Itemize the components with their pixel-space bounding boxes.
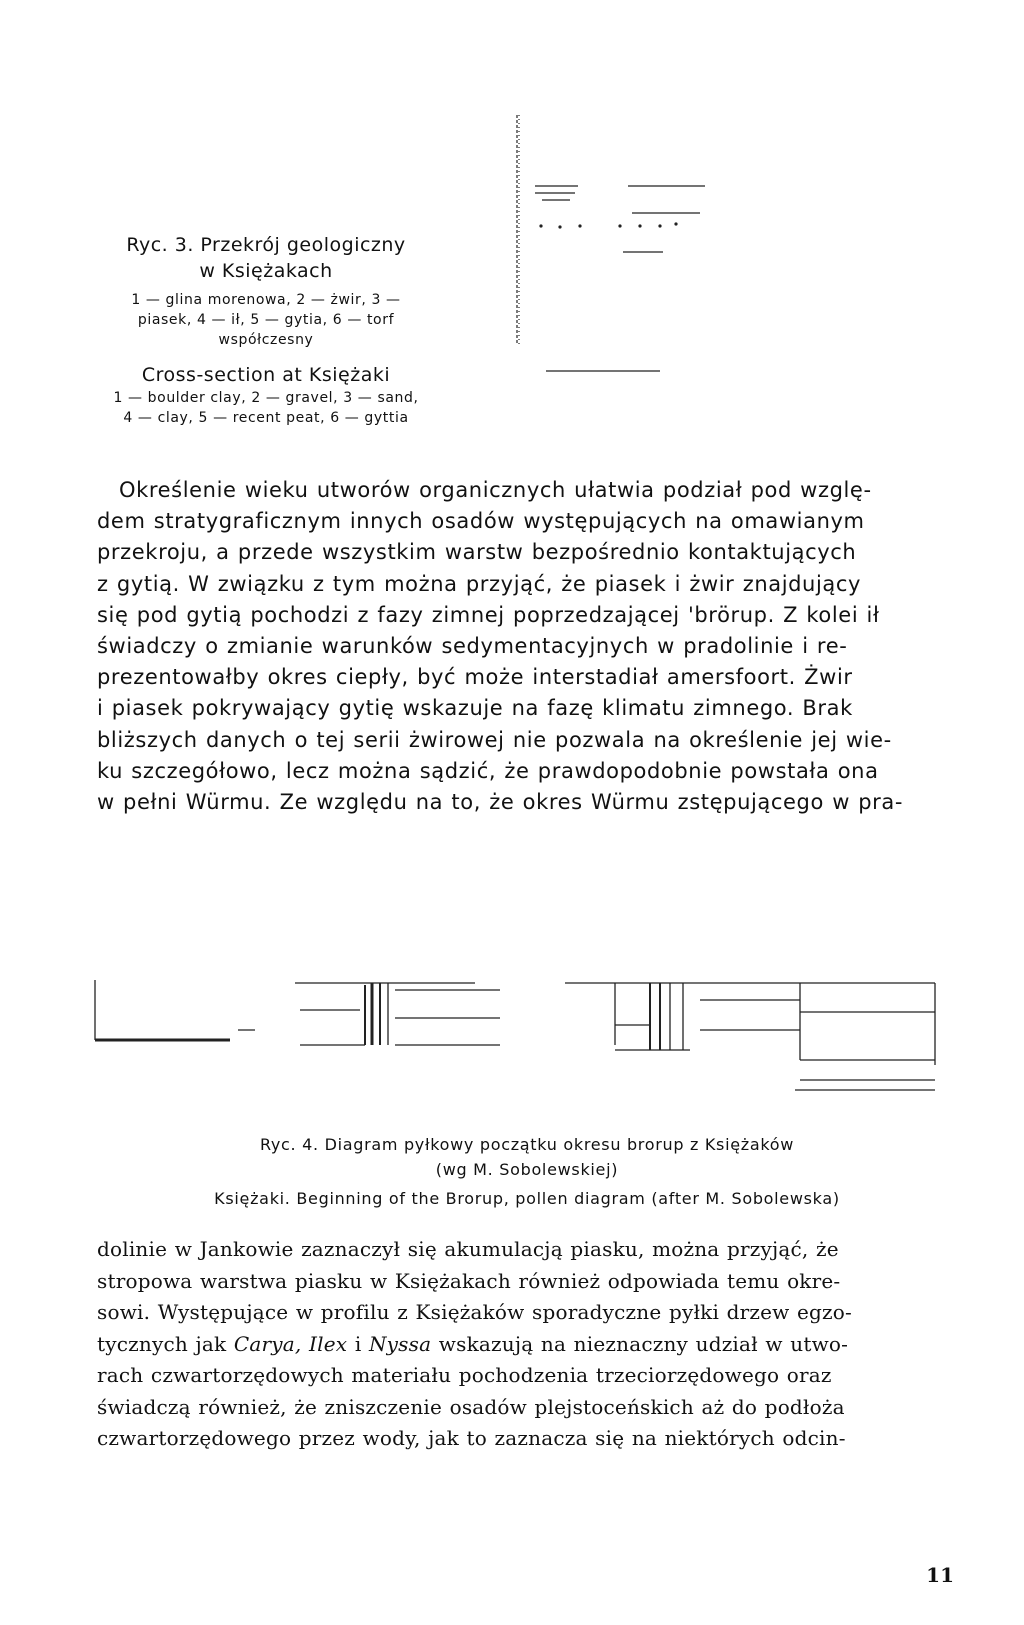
figure3-legend-pl-line3: współczesny — [218, 332, 314, 348]
figure4-caption-pl-line1: Ryc. 4. Diagram pyłkowy początku okresu brorup z Księżaków — [259, 1135, 795, 1154]
figure4-caption-pl-line2: (wg M. Sobolewskiej) — [435, 1160, 619, 1179]
text-line: przekroju, a przede wszystkim warstw bezpośrednio kontaktujących — [97, 540, 857, 565]
text-line: ku szczegółowo, lecz można sądzić, że prawdopodobnie powstała ona — [97, 758, 879, 783]
text-line: świadczą również, że zniszczenie osadów plejstoceńskich aż do podłoża — [97, 1394, 845, 1419]
text-line: w pełni Würmu. Ze względu na to, że okres Würmu zstępującego w pra- — [97, 790, 904, 815]
text-line: prezentowałby okres ciepły, być może interstadiał amersfoort. Żwir — [97, 665, 853, 690]
text-line — [97, 1329, 955, 1361]
figure3-title-en: Cross-section at Księżaki — [141, 364, 391, 386]
text-line: bliższych danych o tej serii żwirowej nie pozwala na określenie jej wie- — [97, 727, 892, 752]
body-paragraph-2 — [97, 1234, 955, 1455]
text-line: dolinie w Jankowie zaznaczył się akumulacją piasku, można przyjąć, że — [97, 1237, 839, 1261]
taxon-name: Nyssa — [368, 1331, 432, 1356]
text-span: i — [347, 1331, 369, 1356]
figure4-caption-en: Księżaki. Beginning of the Brorup, pollen diagram (after M. Sobolewska) — [214, 1189, 840, 1208]
text-span: wskazują na nieznaczny udział w utwo- — [431, 1331, 849, 1356]
figure3-legend-pl-line1: 1 — glina morenowa, 2 — żwir, 3 — — [131, 292, 401, 308]
text-line: z gytią. W związku z tym można przyjąć, że piasek i żwir znajdujący — [97, 571, 862, 596]
text-span: tycznych jak — [97, 1331, 234, 1356]
taxon-name: Carya, — [233, 1331, 302, 1356]
figure3-title-pl-line2: w Księżakach — [199, 260, 333, 282]
figure3-title-pl: Ryc. 3. Przekrój geologiczny — [126, 234, 406, 256]
text-line: rach czwartorzędowych materiału pochodzenia trzeciorzędowego oraz — [97, 1363, 832, 1387]
text-line: Określenie wieku utworów organicznych ułatwia podział pod wzglę- — [119, 478, 872, 502]
taxon-name: Ilex — [309, 1331, 348, 1356]
figure3-legend-en-line1: 1 — boulder clay, 2 — gravel, 3 — sand, — [113, 390, 419, 406]
text-line: i piasek pokrywający gytię wskazuje na fazę klimatu zimnego. Brak — [97, 696, 853, 721]
text-line: dem stratygraficznym innych osadów występujących na omawianym — [97, 509, 865, 534]
page-number: 11 — [926, 1563, 954, 1587]
figure3-legend-pl-line2: piasek, 4 — ił, 5 — gytia, 6 — torf — [137, 312, 395, 328]
text-line: świadczy o zmianie warunków sedymentacyjnych w pradolinie i re- — [97, 634, 848, 659]
figure3-legend-en-line2: 4 — clay, 5 — recent peat, 6 — gyttia — [123, 410, 409, 426]
figure4-caption — [92, 1132, 962, 1211]
text-line: czwartorzędowego przez wody, jak to zaznacza się na niektórych odcin- — [97, 1426, 846, 1450]
text-line: sowi. Występujące w profilu z Księżaków sporadyczne pyłki drzew egzo- — [97, 1300, 852, 1324]
text-line: się pod gytią pochodzi z fazy zimnej poprzedzającej 'brörup. Z kolei ił — [97, 602, 880, 627]
text-line: stropowa warstwa piasku w Księżakach również odpowiada temu okre- — [97, 1268, 841, 1293]
